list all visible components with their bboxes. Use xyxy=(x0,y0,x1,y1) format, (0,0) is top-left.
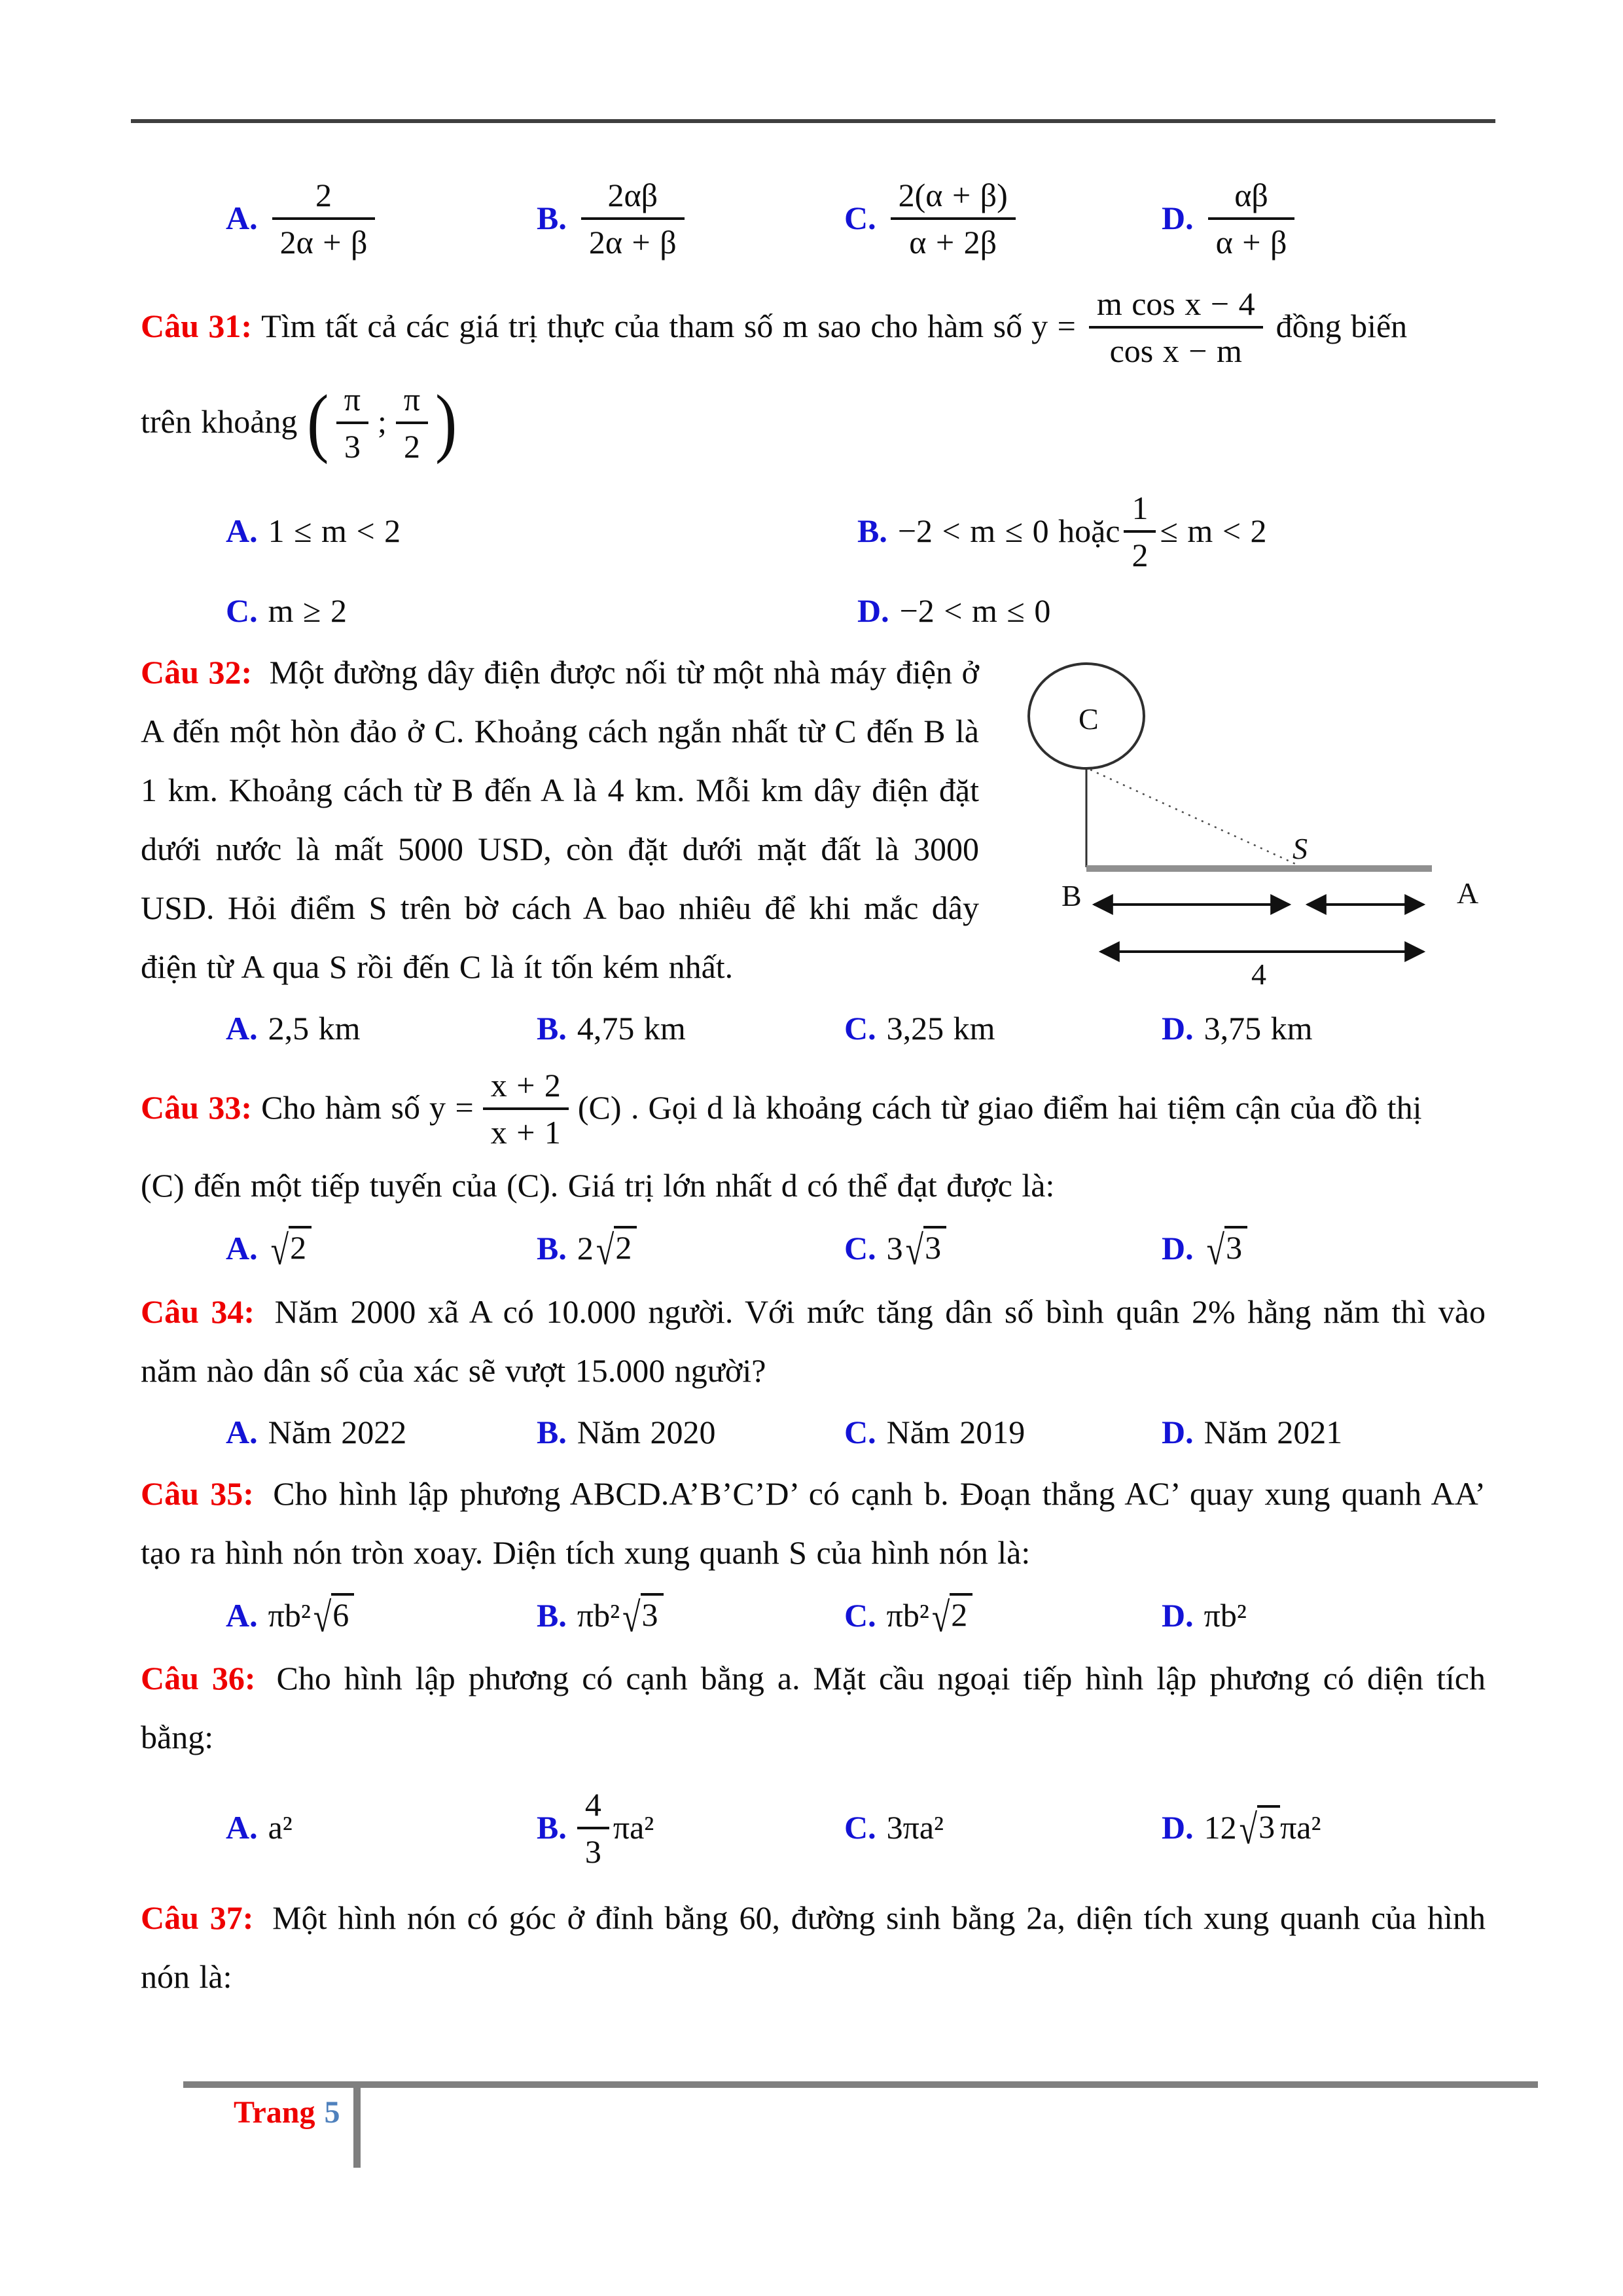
option-a xyxy=(226,1808,537,1846)
option-letter: D. xyxy=(1162,1596,1194,1634)
q33-line2 xyxy=(141,1156,1486,1215)
island-cable-diagram xyxy=(995,649,1486,990)
option-d xyxy=(857,592,1486,630)
fraction-denominator: α + 2β xyxy=(909,224,997,260)
option-text: 3,75 km xyxy=(1204,1010,1313,1047)
q31-line2 xyxy=(141,374,1486,470)
question-35 xyxy=(141,1464,1486,1641)
q32-figure xyxy=(995,649,1486,990)
option-text: 2,5 km xyxy=(268,1010,361,1047)
footer-number: 5 xyxy=(324,2095,340,2130)
q32-text: Một đường dây điện được nối từ một nhà máy điện ở A đến một hòn đảo ở C. Khoảng cách ngắn nhất từ C đến B là 1 km. Khoảng cách từ B đến A là 4 km. Mỗi km dây điện đặt dưới nước là mất 5000 USD, còn đặt dưới mặt đất là 3000 USD. Hỏi điểm S trên bờ cách A bao nhiêu để khi mắc dây điện từ A qua S rồi đến C là ít tốn kém nhất. xyxy=(141,654,979,985)
q32-options-row xyxy=(141,1009,1486,1047)
option-a xyxy=(226,1593,537,1641)
option-b xyxy=(537,1780,844,1875)
option-letter: C. xyxy=(844,1809,876,1846)
option-text: 4,75 km xyxy=(577,1010,686,1047)
radical-sign: √ xyxy=(313,1593,332,1641)
open-paren: ( xyxy=(307,378,329,465)
option-b xyxy=(537,1227,844,1274)
option-text: Năm 2022 xyxy=(268,1413,407,1450)
option-a xyxy=(226,1413,537,1451)
fraction-denominator: 3 xyxy=(584,1833,601,1870)
fraction-denominator: 2 xyxy=(404,428,421,465)
question-label: Câu 35: xyxy=(141,1475,254,1512)
fraction-numerator: 2 xyxy=(272,174,376,220)
page-number xyxy=(234,2094,340,2130)
footer-vertical-rule xyxy=(353,2081,361,2168)
option-letter: B. xyxy=(857,512,887,549)
option-letter: B. xyxy=(537,200,567,236)
question-33 xyxy=(141,1060,1486,1274)
q33-line1 xyxy=(141,1060,1486,1156)
option-c xyxy=(844,1227,1162,1274)
sqrt-expression xyxy=(1206,1227,1247,1274)
option-letter: A. xyxy=(226,1413,258,1450)
fraction xyxy=(891,174,1016,262)
fraction-numerator: 2(α + β) xyxy=(891,174,1016,220)
option-b xyxy=(537,1009,844,1047)
option-a xyxy=(226,1009,537,1047)
q37-paragraph xyxy=(141,1888,1486,2006)
option-text: Năm 2021 xyxy=(1204,1413,1343,1450)
content xyxy=(141,157,1486,2015)
option-c xyxy=(844,1413,1162,1451)
option-letter: D. xyxy=(1162,1413,1194,1450)
q31-interval-text: trên khoảng xyxy=(141,403,298,440)
footer-rule xyxy=(183,2081,1538,2088)
option-letter: A. xyxy=(226,512,258,549)
question-31 xyxy=(141,279,1486,630)
fraction-denominator: 2α + β xyxy=(588,224,677,260)
sqrt-expression xyxy=(622,1593,663,1641)
q33-text-after-1: Gọi d là khoảng cách từ giao điểm hai tiệm cận của đồ thị xyxy=(648,1089,1422,1126)
fraction xyxy=(272,174,376,262)
option-letter: C. xyxy=(844,1413,876,1450)
option-text-post: ≤ m < 2 xyxy=(1160,512,1267,549)
question-36 xyxy=(141,1649,1486,1875)
sqrt-expression xyxy=(905,1227,946,1274)
interval-fraction-2 xyxy=(396,378,428,466)
question-label: Câu 37: xyxy=(141,1899,254,1936)
q31-options-row-1 xyxy=(141,483,1486,579)
question-label: Câu 34: xyxy=(141,1293,255,1330)
radical-sign: √ xyxy=(622,1593,641,1641)
q33-fraction xyxy=(483,1064,569,1152)
interval-fraction-1 xyxy=(336,378,368,466)
fraction-denominator: α + β xyxy=(1215,224,1287,260)
fraction-denominator: cos x − m xyxy=(1109,332,1242,369)
coefficient: πb² xyxy=(268,1596,311,1634)
option-letter: A. xyxy=(226,1809,258,1846)
question-34 xyxy=(141,1282,1486,1451)
fraction xyxy=(1208,174,1295,262)
option-letter: A. xyxy=(226,1230,258,1267)
q36-paragraph xyxy=(141,1649,1486,1767)
coefficient: 12 xyxy=(1204,1809,1237,1846)
option-letter: D. xyxy=(1162,1809,1194,1846)
option-letter: A. xyxy=(226,1010,258,1047)
option-a xyxy=(226,512,857,550)
figure-label-s: S xyxy=(1293,832,1308,865)
option-letter: D. xyxy=(857,592,889,629)
footer-label: Trang xyxy=(234,2095,315,2130)
q36-text: Cho hình lập phương có cạnh bằng a. Mặt cầu ngoại tiếp hình lập phương có diện tích bằng: xyxy=(141,1660,1486,1755)
option-c xyxy=(844,170,1162,266)
option-b xyxy=(537,1593,844,1641)
option-d xyxy=(1162,1227,1486,1274)
q33-options-row xyxy=(141,1227,1486,1274)
option-letter: B. xyxy=(537,1010,567,1047)
option-letter: B. xyxy=(537,1230,567,1267)
coefficient: 2 xyxy=(577,1230,594,1267)
option-d xyxy=(1162,1009,1486,1047)
sqrt-expression xyxy=(270,1227,312,1274)
fraction-denominator: 2α + β xyxy=(279,224,368,260)
option-c xyxy=(226,592,857,630)
radicand: 3 xyxy=(1257,1805,1280,1846)
radicand: 2 xyxy=(614,1226,637,1267)
coefficient: πb² xyxy=(886,1596,929,1634)
q33-text-after-2: (C) đến một tiếp tuyến của (C). Giá trị lớn nhất d có thể đạt được là: xyxy=(141,1167,1055,1204)
q33-curve-label: (C) . xyxy=(577,1089,639,1126)
option-letter: B. xyxy=(537,1596,567,1634)
option-d xyxy=(1162,170,1486,266)
sqrt-expression xyxy=(1239,1805,1280,1853)
top-rule xyxy=(131,119,1495,123)
option-letter: A. xyxy=(226,1596,258,1634)
figure-label-c: C xyxy=(1079,702,1099,736)
option-b xyxy=(857,483,1486,579)
option-letter: C. xyxy=(844,200,876,236)
fraction-numerator: αβ xyxy=(1208,174,1295,220)
fraction-numerator: x + 2 xyxy=(483,1064,569,1110)
q35-text: Cho hình lập phương ABCD.A’B’C’D’ có cạnh b. Đoạn thẳng AC’ quay xung quanh AA’ tạo ra hình nón tròn xoay. Diện tích xung quanh S của hình nón là: xyxy=(141,1475,1486,1571)
fraction-numerator: 2αβ xyxy=(581,174,685,220)
radical-sign: √ xyxy=(905,1227,924,1274)
q31-text-after: đồng biến xyxy=(1275,308,1408,345)
q31-text-before: Tìm tất cả các giá trị thực của tham số m sao cho hàm số xyxy=(261,308,1023,345)
option-text: 3πa² xyxy=(886,1809,944,1846)
q31-line1 xyxy=(141,279,1486,374)
fraction-numerator: m cos x − 4 xyxy=(1089,283,1263,329)
option-letter: B. xyxy=(537,1809,567,1846)
q36-options-row xyxy=(141,1780,1486,1875)
radicand: 6 xyxy=(331,1593,354,1634)
fraction-numerator: π xyxy=(396,378,428,424)
option-text: −2 < m ≤ 0 xyxy=(899,592,1051,629)
option-a xyxy=(226,1227,537,1274)
question-label: Câu 36: xyxy=(141,1660,256,1696)
q34-options-row xyxy=(141,1413,1486,1451)
fraction-denominator: 2 xyxy=(1132,537,1149,573)
option-c xyxy=(844,1593,1162,1641)
option-text: 3,25 km xyxy=(886,1010,995,1047)
option-letter: A. xyxy=(226,200,258,236)
radical-sign: √ xyxy=(270,1227,289,1274)
sqrt-expression xyxy=(931,1593,972,1641)
figure-label-distance: 4 xyxy=(1251,958,1266,990)
radicand: 3 xyxy=(923,1226,946,1267)
q33-text-before: Cho hàm số xyxy=(261,1089,420,1126)
radical-sign: √ xyxy=(1206,1227,1225,1274)
radical-sign: √ xyxy=(931,1593,950,1641)
close-paren: ) xyxy=(435,378,457,465)
interval-separator: ; xyxy=(377,403,387,440)
fraction-numerator: π xyxy=(336,378,368,424)
option-text: a² xyxy=(268,1809,293,1846)
coefficient: πb² xyxy=(577,1596,620,1634)
option-text: πa² xyxy=(613,1809,654,1846)
option-text: πa² xyxy=(1280,1809,1321,1846)
option-letter: D. xyxy=(1162,1010,1194,1047)
option-d xyxy=(1162,1413,1486,1451)
fraction xyxy=(1124,487,1156,575)
sqrt-expression xyxy=(313,1593,354,1641)
coefficient: 3 xyxy=(886,1230,903,1267)
segment-c-s xyxy=(1090,770,1300,866)
question-label: Câu 32: xyxy=(141,654,253,691)
option-text-pre: −2 < m ≤ 0 hoặc xyxy=(897,512,1120,549)
option-letter: D. xyxy=(1162,200,1194,236)
radical-sign: √ xyxy=(596,1227,615,1274)
option-text: πb² xyxy=(1204,1596,1247,1634)
option-d xyxy=(1162,1805,1486,1853)
figure-label-a: A xyxy=(1457,876,1479,910)
option-letter: C. xyxy=(226,592,258,629)
fraction xyxy=(577,1784,609,1871)
option-letter: C. xyxy=(844,1010,876,1047)
figure-label-b: B xyxy=(1061,879,1082,912)
q35-options-row xyxy=(141,1593,1486,1641)
radicand: 2 xyxy=(950,1593,972,1634)
fraction-denominator: x + 1 xyxy=(490,1114,561,1151)
q34-text: Năm 2000 xã A có 10.000 người. Với mức tăng dân số bình quân 2% hằng năm thì vào năm nào dân số của xác sẽ vượt 15.000 người? xyxy=(141,1293,1486,1389)
option-letter: B. xyxy=(537,1413,567,1450)
option-text: m ≥ 2 xyxy=(268,592,347,629)
question-label: Câu 33: xyxy=(141,1089,253,1126)
option-d xyxy=(1162,1596,1486,1634)
fraction-denominator: 3 xyxy=(344,428,361,465)
fraction xyxy=(581,174,685,262)
option-text: Năm 2020 xyxy=(577,1413,716,1450)
q31-formula-lhs: y = xyxy=(1031,308,1076,345)
q31-options-row-2 xyxy=(141,592,1486,630)
radicand: 3 xyxy=(1224,1226,1247,1267)
q37-text: Một hình nón có góc ở đỉnh bằng 60, đường sinh bằng 2a, diện tích xung quanh của hình nón là: xyxy=(141,1899,1486,1995)
q34-paragraph xyxy=(141,1282,1486,1400)
option-text: 1 ≤ m < 2 xyxy=(268,512,401,549)
option-a xyxy=(226,170,537,266)
option-letter: D. xyxy=(1162,1230,1194,1267)
sqrt-expression xyxy=(596,1227,637,1274)
radicand: 2 xyxy=(289,1226,312,1267)
fraction-numerator: 1 xyxy=(1124,487,1156,533)
question-37 xyxy=(141,1888,1486,2006)
option-text: Năm 2019 xyxy=(886,1413,1026,1450)
question-32 xyxy=(141,643,1486,1047)
question-label: Câu 31: xyxy=(141,308,253,345)
option-letter: C. xyxy=(844,1230,876,1267)
q35-paragraph xyxy=(141,1464,1486,1582)
q30-options-row xyxy=(141,170,1486,266)
radical-sign: √ xyxy=(1239,1805,1258,1853)
q33-formula-lhs: y = xyxy=(429,1089,474,1126)
radicand: 3 xyxy=(641,1593,664,1634)
q31-formula-fraction xyxy=(1089,283,1263,370)
option-b xyxy=(537,170,844,266)
option-c xyxy=(844,1808,1162,1846)
fraction-numerator: 4 xyxy=(577,1784,609,1829)
option-letter: C. xyxy=(844,1596,876,1634)
option-c xyxy=(844,1009,1162,1047)
option-b xyxy=(537,1413,844,1451)
